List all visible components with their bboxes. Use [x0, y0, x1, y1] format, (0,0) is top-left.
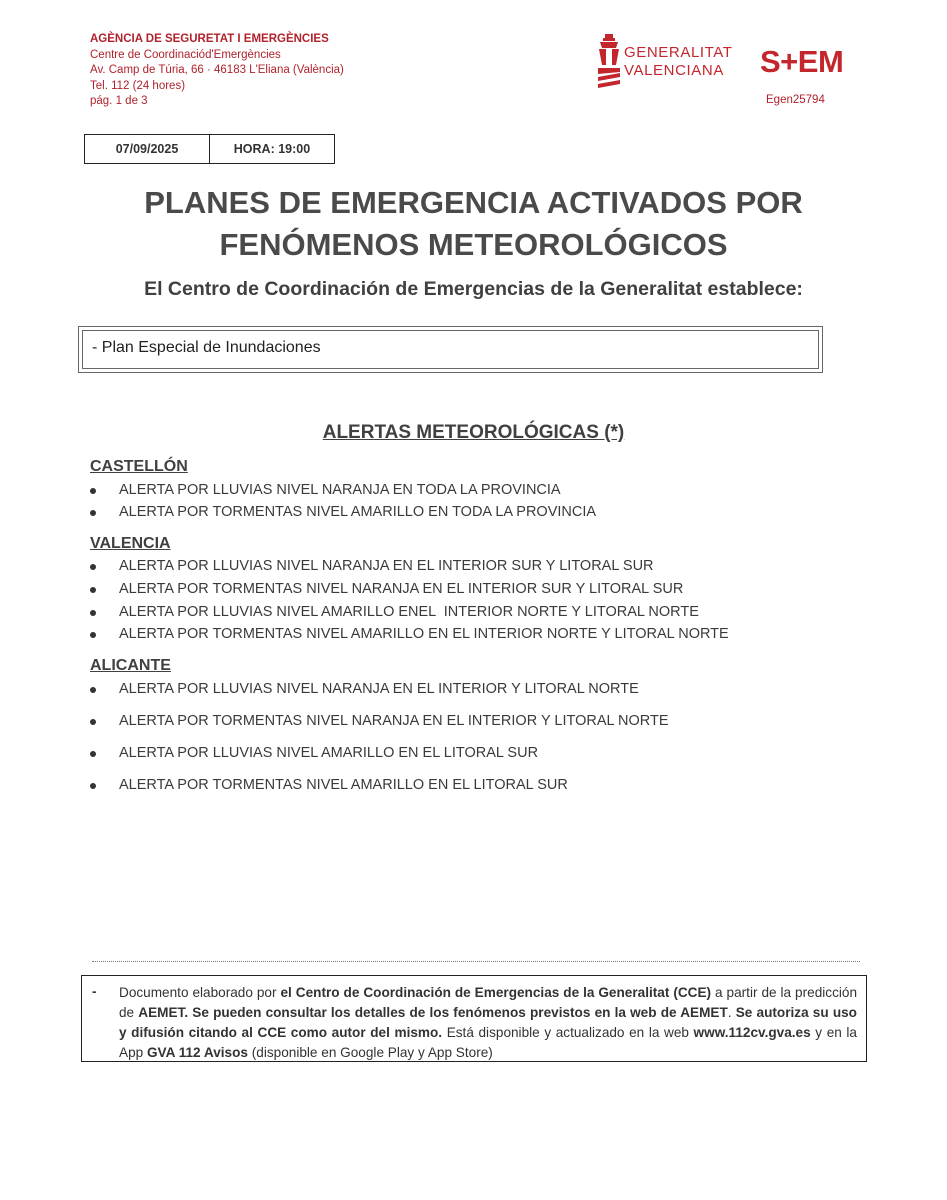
dotted-separator: [92, 961, 860, 962]
bullet-icon: [90, 687, 96, 693]
footer-website-link[interactable]: www.112cv.gva.es: [693, 1025, 811, 1040]
bullet-icon: [90, 510, 96, 516]
bullet-icon: [90, 632, 96, 638]
bullet-icon: [90, 719, 96, 725]
alert-text: ALERTA POR TORMENTAS NIVEL NARANJA EN EL INTERIOR Y LITORAL NORTE: [119, 713, 669, 729]
footer-bold-part: el Centro de Coordinación de Emergencias de la Generalitat (CCE): [280, 985, 712, 1000]
page-title-line1: PLANES DE EMERGENCIA ACTIVADOS POR: [144, 185, 803, 220]
footer-text-part: Está disponible y actualizado en la web: [442, 1025, 694, 1040]
bullet-icon: [90, 587, 96, 593]
footer-text-part: .: [727, 1005, 736, 1020]
alert-text: ALERTA POR TORMENTAS NIVEL NARANJA EN EL INTERIOR SUR Y LITORAL SUR: [119, 581, 684, 597]
page-title: [0, 182, 947, 266]
alert-text: ALERTA POR TORMENTAS NIVEL AMARILLO EN TODA LA PROVINCIA: [119, 504, 597, 520]
page-subtitle: El Centro de Coordinación de Emergencias de la Generalitat establece:: [144, 278, 803, 300]
alert-text: ALERTA POR LLUVIAS NIVEL NARANJA EN TODA LA PROVINCIA: [119, 482, 561, 498]
plan-text: - Plan Especial de Inundaciones: [92, 339, 321, 356]
alert-text: ALERTA POR LLUVIAS NIVEL AMARILLO EN EL LITORAL SUR: [119, 745, 539, 761]
alert-text: ALERTA POR LLUVIAS NIVEL NARANJA EN EL INTERIOR SUR Y LITORAL SUR: [119, 558, 654, 574]
footer-text-part: Documento elaborado por: [119, 985, 281, 1000]
bullet-icon: [90, 488, 96, 494]
bullet-icon: [90, 751, 96, 757]
footer-text-part: y en la App: [119, 1025, 857, 1060]
footer-text: [119, 983, 857, 1063]
generalitat-line1: GENERALITAT: [624, 44, 733, 61]
agency-header: [90, 32, 344, 110]
plan-box: [78, 326, 823, 373]
page-number: pág. 1 de 3: [90, 95, 148, 107]
bullet-icon: [90, 783, 96, 789]
agency-phone: Tel. 112 (24 hores): [90, 79, 186, 92]
bullet-icon: [90, 610, 96, 616]
generalitat-wordmark: [624, 44, 733, 80]
bullet-icon: [90, 564, 96, 570]
sem-logo: S+EM: [760, 44, 844, 79]
time-cell: HORA: 19:00: [209, 135, 334, 163]
generalitat-emblem-icon: [596, 34, 622, 92]
footer-disclaimer: [81, 975, 867, 1062]
footer-text-part: a partir de la predicción de: [119, 985, 858, 1020]
alert-text: ALERTA POR TORMENTAS NIVEL AMARILLO EN EL INTERIOR NORTE Y LITORAL NORTE: [119, 626, 729, 642]
alerts-title: ALERTAS METEOROLÓGICAS (*): [322, 422, 625, 443]
province-heading: CASTELLÓN: [90, 458, 188, 475]
generalitat-line2: VALENCIANA: [624, 62, 724, 79]
province-heading: ALICANTE: [90, 657, 171, 674]
province-heading: VALENCIA: [90, 535, 171, 552]
agency-name: AGÈNCIA DE SEGURETAT I EMERGÈNCIES: [90, 33, 329, 45]
document-id: Egen25794: [766, 94, 825, 106]
alert-text: ALERTA POR LLUVIAS NIVEL NARANJA EN EL INTERIOR Y LITORAL NORTE: [119, 681, 639, 697]
agency-center: Centre de Coordinaciód'Emergències: [90, 48, 281, 61]
alert-text: ALERTA POR LLUVIAS NIVEL AMARILLO ENEL INTERIOR NORTE Y LITORAL NORTE: [119, 604, 699, 620]
footer-text-part: (disponible en Google Play y App Store): [247, 1045, 493, 1060]
agency-address: Av. Camp de Túria, 66 · 46183 L'Eliana (València): [90, 64, 344, 76]
date-time-box: [84, 134, 335, 164]
footer-dash: -: [92, 984, 97, 999]
alert-text: ALERTA POR TORMENTAS NIVEL AMARILLO EN EL LITORAL SUR: [119, 777, 568, 793]
page-title-line2: FENÓMENOS METEOROLÓGICOS: [219, 227, 728, 262]
date-cell: 07/09/2025: [115, 142, 179, 156]
footer-app-name: GVA 112 Avisos: [146, 1045, 248, 1060]
footer-bold-part: AEMET. Se pueden consultar los detalles de los fenómenos previstos en la web de AEMET: [138, 1005, 728, 1020]
footer-bold-part: Se autoriza su uso y difusión citando al CCE como autor del mismo.: [119, 1005, 857, 1040]
